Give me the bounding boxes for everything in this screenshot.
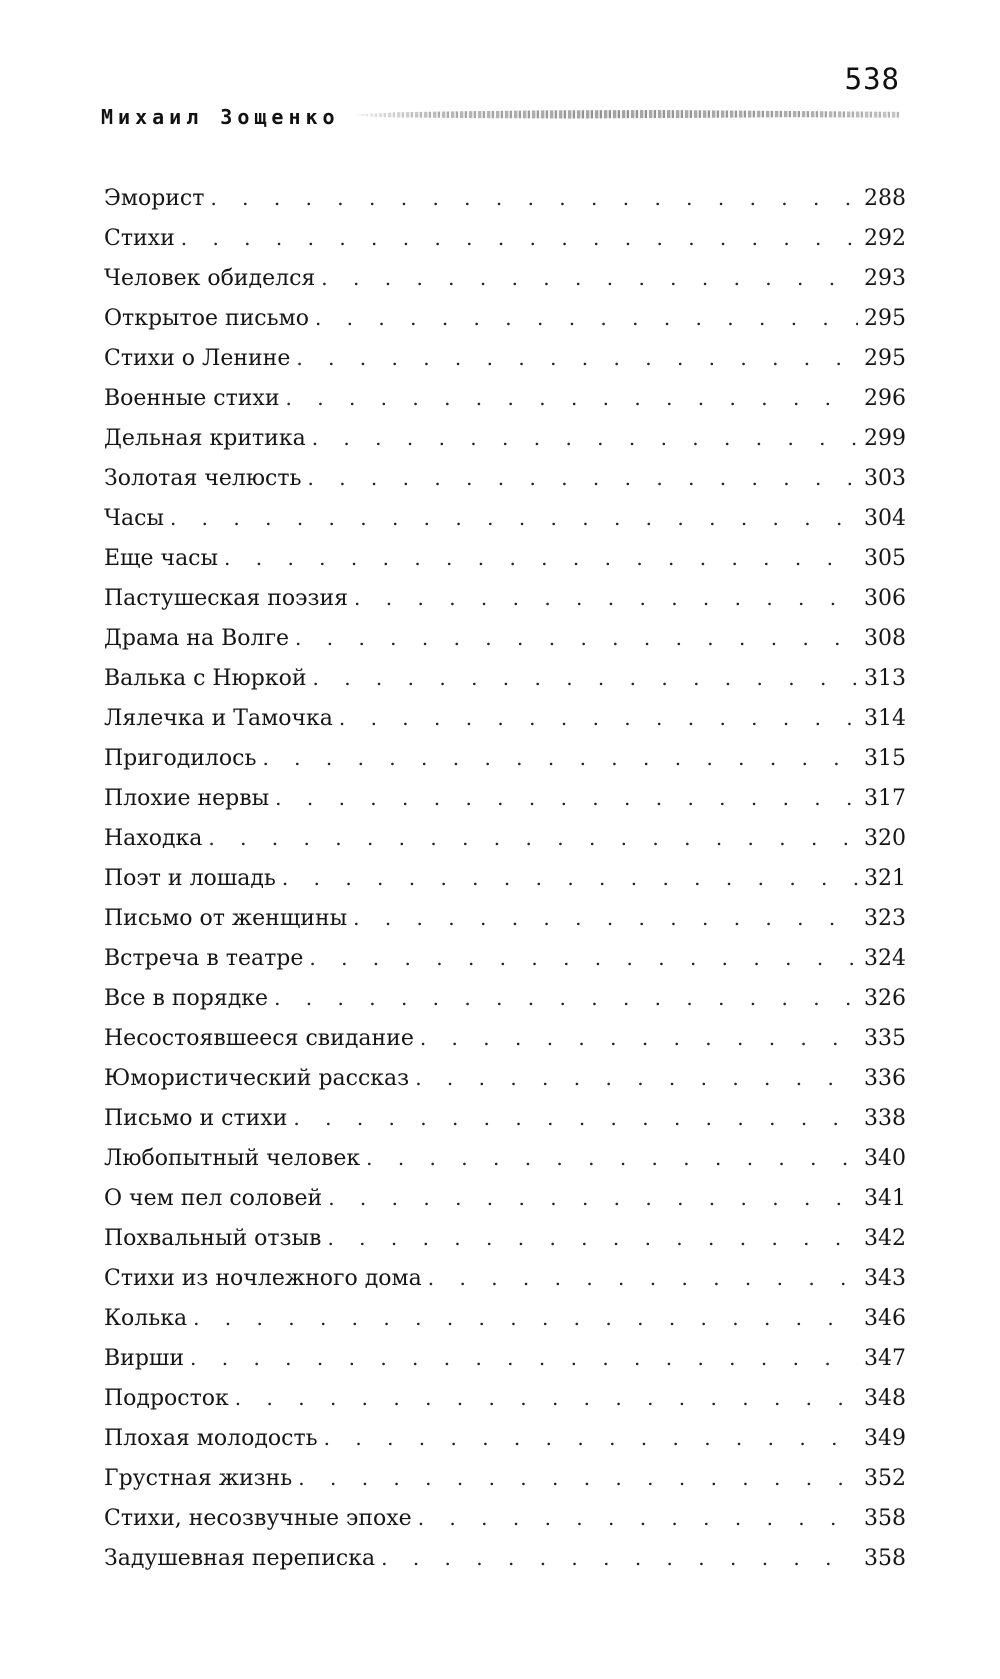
toc-entry-page: 292 (864, 226, 906, 251)
toc-entry-title: Несостоявшееся свидание (104, 1026, 414, 1051)
toc-entry-title: Стихи (104, 226, 175, 251)
toc-dot-leader (312, 426, 858, 450)
toc-entry (104, 986, 904, 1026)
toc-dot-leader (381, 1546, 858, 1570)
toc-entry (104, 306, 904, 346)
toc-entry-page: 295 (864, 306, 906, 331)
table-of-contents (104, 186, 904, 1586)
toc-entry (104, 786, 904, 826)
toc-entry-title: Пастушеская поэзия (104, 586, 349, 611)
toc-entry-title: Валька с Нюркой (104, 666, 307, 691)
toc-entry (104, 746, 904, 786)
toc-entry (104, 1466, 904, 1506)
toc-dot-leader (298, 1466, 858, 1490)
toc-entry-title: Подросток (104, 1386, 229, 1411)
toc-entry-page: 321 (864, 866, 906, 891)
toc-entry-page: 340 (864, 1146, 906, 1171)
toc-entry-page: 308 (864, 626, 906, 651)
toc-entry (104, 266, 904, 306)
toc-entry-page: 305 (864, 546, 906, 571)
toc-dot-leader (313, 666, 859, 690)
toc-entry-title: Военные стихи (104, 386, 280, 411)
toc-entry (104, 1106, 904, 1146)
toc-entry (104, 466, 904, 506)
toc-dot-leader (274, 986, 858, 1010)
toc-entry (104, 626, 904, 666)
toc-entry-title: Золотая челюсть (104, 466, 302, 491)
toc-entry-page: 303 (864, 466, 906, 491)
toc-entry-page: 320 (864, 826, 906, 851)
toc-entry-title: Стихи из ночлежного дома (104, 1266, 422, 1291)
toc-dot-leader (428, 1266, 858, 1290)
toc-entry-page: 348 (864, 1386, 906, 1411)
toc-dot-leader (420, 1026, 858, 1050)
toc-entry (104, 1426, 904, 1466)
toc-dot-leader (308, 466, 859, 490)
toc-dot-leader (282, 866, 858, 890)
toc-dot-leader (415, 1066, 858, 1090)
toc-dot-leader (328, 1186, 858, 1210)
toc-dot-leader (321, 266, 858, 290)
toc-dot-leader (210, 186, 858, 210)
toc-entry-page: 314 (864, 706, 906, 731)
toc-entry-page: 336 (864, 1066, 906, 1091)
toc-entry-page: 296 (864, 386, 906, 411)
toc-dot-leader (295, 626, 858, 650)
toc-entry-title: О чем пел соловей (104, 1186, 323, 1211)
toc-entry (104, 1146, 904, 1186)
toc-entry-title: Письмо от женщины (104, 906, 348, 931)
toc-dot-leader (309, 946, 858, 970)
toc-entry-title: Пригодилось (104, 746, 257, 771)
toc-dot-leader (190, 1346, 858, 1370)
toc-entry (104, 866, 904, 906)
toc-entry-page: 295 (864, 346, 906, 371)
toc-entry-page: 323 (864, 906, 906, 931)
toc-entry-page: 342 (864, 1226, 906, 1251)
toc-dot-leader (339, 706, 858, 730)
toc-entry (104, 1346, 904, 1386)
toc-entry-title: Человек обиделся (104, 266, 316, 291)
toc-entry (104, 1506, 904, 1546)
toc-dot-leader (315, 306, 858, 330)
toc-entry-title: Открытое письмо (104, 306, 309, 331)
toc-entry-title: Встреча в театре (104, 946, 304, 971)
toc-dot-leader (366, 1146, 858, 1170)
toc-entry-page: 335 (864, 1026, 906, 1051)
toc-entry-title: Плохая молодость (104, 1426, 318, 1451)
toc-entry (104, 1066, 904, 1106)
toc-entry-title: Стихи о Ленине (104, 346, 291, 371)
toc-entry-title: Драма на Волге (104, 626, 290, 651)
toc-entry-title: Стихи, несозвучные эпохе (104, 1506, 412, 1531)
toc-entry (104, 186, 904, 226)
toc-entry (104, 706, 904, 746)
toc-entry (104, 906, 904, 946)
toc-dot-leader (170, 506, 858, 530)
toc-entry-title: Эморист (104, 186, 205, 211)
toc-entry-page: 358 (864, 1546, 906, 1571)
running-head-author: Михаил Зощенко (101, 105, 340, 129)
toc-entry-page: 358 (864, 1506, 906, 1531)
toc-entry (104, 506, 904, 546)
toc-dot-leader (181, 226, 858, 250)
toc-entry (104, 1186, 904, 1226)
toc-dot-leader (327, 1226, 858, 1250)
toc-entry-title: Находка (104, 826, 203, 851)
toc-entry-page: 326 (864, 986, 906, 1011)
toc-entry-title: Часы (104, 506, 164, 531)
toc-dot-leader (193, 1306, 858, 1330)
toc-entry-page: 306 (864, 586, 906, 611)
toc-entry (104, 1266, 904, 1306)
toc-entry-title: Юмористический рассказ (104, 1066, 410, 1091)
toc-entry-page: 338 (864, 1106, 906, 1131)
toc-entry-title: Любопытный человек (104, 1146, 361, 1171)
toc-entry (104, 1226, 904, 1266)
toc-entry-page: 352 (864, 1466, 906, 1491)
toc-entry-title: Дельная критика (104, 426, 306, 451)
toc-entry-title: Задушевная переписка (104, 1546, 376, 1571)
toc-entry-title: Поэт и лошадь (104, 866, 276, 891)
toc-entry-title: Еще часы (104, 546, 219, 571)
toc-dot-leader (224, 546, 858, 570)
toc-dot-leader (275, 786, 858, 810)
toc-entry-title: Плохие нервы (104, 786, 270, 811)
toc-entry (104, 946, 904, 986)
toc-entry-page: 324 (864, 946, 906, 971)
toc-entry-page: 347 (864, 1346, 906, 1371)
toc-entry-title: Письмо и стихи (104, 1106, 288, 1131)
toc-entry-page: 346 (864, 1306, 906, 1331)
toc-entry-page: 341 (864, 1186, 906, 1211)
toc-entry (104, 666, 904, 706)
toc-dot-leader (324, 1426, 858, 1450)
toc-entry (104, 226, 904, 266)
toc-entry-title: Грустная жизнь (104, 1466, 293, 1491)
toc-entry-page: 288 (864, 186, 906, 211)
toc-entry-page: 293 (864, 266, 906, 291)
toc-entry-page: 304 (864, 506, 906, 531)
running-head (101, 104, 340, 130)
toc-entry (104, 426, 904, 466)
toc-entry-title: Похвальный отзыв (104, 1226, 322, 1251)
toc-entry-page: 315 (864, 746, 906, 771)
toc-dot-leader (418, 1506, 858, 1530)
running-head-rule (352, 105, 900, 123)
toc-dot-leader (286, 386, 858, 410)
toc-entry (104, 546, 904, 586)
toc-entry (104, 1546, 904, 1586)
toc-entry (104, 826, 904, 866)
toc-dot-leader (262, 746, 858, 770)
toc-entry (104, 586, 904, 626)
toc-entry (104, 386, 904, 426)
page-number: 538 (844, 62, 900, 96)
toc-entry (104, 1306, 904, 1346)
toc-dot-leader (208, 826, 858, 850)
toc-entry-page: 299 (864, 426, 906, 451)
toc-entry-page: 313 (864, 666, 906, 691)
toc-entry-page: 343 (864, 1266, 906, 1291)
toc-dot-leader (354, 586, 858, 610)
toc-dot-leader (235, 1386, 858, 1410)
toc-entry-page: 349 (864, 1426, 906, 1451)
toc-entry-title: Лялечка и Тамочка (104, 706, 333, 731)
toc-entry-page: 317 (864, 786, 906, 811)
toc-dot-leader (293, 1106, 858, 1130)
toc-entry-title: Вирши (104, 1346, 185, 1371)
toc-entry (104, 1386, 904, 1426)
toc-dot-leader (353, 906, 858, 930)
toc-dot-leader (296, 346, 858, 370)
toc-entry-title: Колька (104, 1306, 188, 1331)
toc-entry-title: Все в порядке (104, 986, 269, 1011)
toc-entry (104, 346, 904, 386)
toc-entry (104, 1026, 904, 1066)
